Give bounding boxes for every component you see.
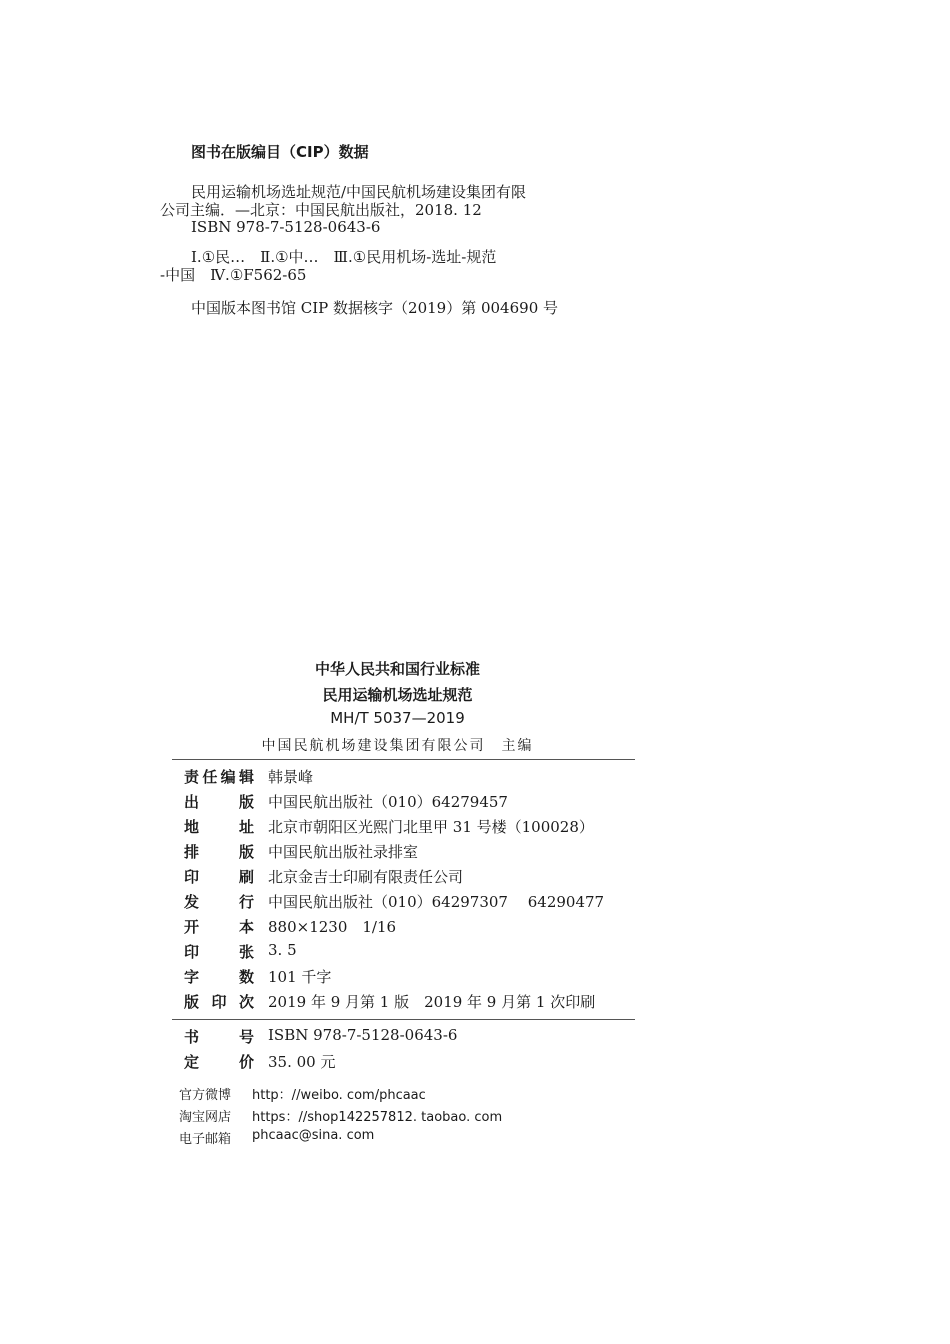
info-row-value: 2019 年 9 月第 1 版 2019 年 9 月第 1 次印刷 — [268, 993, 596, 1011]
info-row-label-char: 定 — [184, 1053, 200, 1071]
info-row-label — [184, 941, 254, 962]
info-row-label-char: 字 — [184, 968, 200, 986]
cip-record-number: 中国版本图书馆 CIP 数据核字（2019）第 004690 号 — [191, 299, 559, 317]
divider-middle — [172, 1019, 635, 1020]
info-row-label-char: 址 — [238, 818, 254, 836]
info-row-value: 中国民航出版社（010）64279457 — [268, 793, 508, 811]
colophon-series: 中华人民共和国行业标准 — [314, 660, 480, 678]
info-row-label-char: 任 — [202, 768, 218, 786]
colophon-editor: 中国民航机场建设集团有限公司 主编 — [261, 738, 534, 754]
info-row-value: 韩景峰 — [268, 768, 314, 786]
info-row-value: 北京金吉士印刷有限责任公司 — [268, 868, 464, 886]
info-row-label-char: 数 — [238, 968, 254, 986]
colophon-title: 民用运输机场选址规范 — [322, 686, 473, 704]
info-row-label-char: 印 — [184, 943, 200, 961]
info-row-label-char: 行 — [238, 893, 254, 911]
info-row-value: ISBN 978-7-5128-0643-6 — [268, 1026, 458, 1044]
info-row-label-char: 次 — [238, 993, 254, 1011]
contact-label: 淘宝网店 — [179, 1110, 232, 1125]
info-row-label — [184, 841, 254, 862]
info-row-value: 3. 5 — [268, 941, 297, 959]
info-row-label-char: 价 — [238, 1053, 254, 1071]
contact-value: http：//weibo. com/phcaac — [252, 1088, 426, 1103]
cip-title-line: 民用运输机场选址规范/中国民航机场建设集团有限 — [191, 183, 527, 201]
info-row-label-char: 版 — [184, 993, 200, 1011]
info-row-value: 35. 00 元 — [268, 1053, 336, 1071]
info-row-label-char: 开 — [184, 918, 200, 936]
info-row-label-char: 印 — [184, 868, 200, 886]
contact-label: 官方微博 — [179, 1088, 232, 1103]
info-row-label — [184, 766, 254, 787]
colophon-standard-number: MH/T 5037—2019 — [330, 709, 465, 727]
divider-top — [172, 759, 635, 760]
contact-label: 电子邮箱 — [179, 1132, 232, 1147]
info-row-label-char: 发 — [184, 893, 200, 911]
cip-publisher-line: 公司主编．—北京：中国民航出版社，2018. 12 — [160, 201, 482, 219]
info-row-label — [184, 1051, 254, 1072]
info-row-label-char: 出 — [184, 793, 200, 811]
info-row-label-char: 辑 — [238, 768, 254, 786]
info-row-label — [184, 866, 254, 887]
info-row-value: 880×1230 1/16 — [268, 918, 397, 936]
info-row-label-char: 责 — [184, 768, 200, 786]
info-row-label-char: 排 — [184, 843, 200, 861]
info-row-label — [184, 791, 254, 812]
info-row-label-char: 号 — [238, 1028, 254, 1046]
info-row-label-char: 版 — [238, 843, 254, 861]
cip-classification-continued: -中国 Ⅳ.①F562-65 — [160, 266, 307, 284]
info-row-label — [184, 1026, 254, 1047]
info-row-label-char: 刷 — [238, 868, 254, 886]
info-row-label — [184, 966, 254, 987]
cip-classification-line: Ⅰ.①民… Ⅱ.①中… Ⅲ.①民用机场-选址-规范 — [191, 248, 497, 266]
contact-value: phcaac@sina. com — [252, 1128, 375, 1143]
info-row-value: 101 千字 — [268, 968, 332, 986]
info-row-label — [184, 991, 254, 1012]
info-row-label-char: 本 — [238, 918, 254, 936]
info-row-label — [184, 916, 254, 937]
info-row-value: 北京市朝阳区光熙门北里甲 31 号楼（100028） — [268, 818, 594, 836]
info-row-value: 中国民航出版社（010）64297307 64290477 — [268, 893, 605, 911]
info-row-label-char: 印 — [211, 993, 227, 1011]
info-row-label-char: 张 — [238, 943, 254, 961]
contact-value: https：//shop142257812. taobao. com — [252, 1110, 503, 1125]
info-row-label — [184, 816, 254, 837]
info-row-label-char: 编 — [220, 768, 236, 786]
info-row-value: 中国民航出版社录排室 — [268, 843, 419, 861]
info-row-label-char: 版 — [238, 793, 254, 811]
info-row-label-char: 书 — [184, 1028, 200, 1046]
cip-isbn-line: ISBN 978-7-5128-0643-6 — [191, 218, 381, 236]
cip-heading: 图书在版编目（CIP）数据 — [191, 143, 369, 161]
info-row-label — [184, 891, 254, 912]
info-row-label-char: 地 — [184, 818, 200, 836]
